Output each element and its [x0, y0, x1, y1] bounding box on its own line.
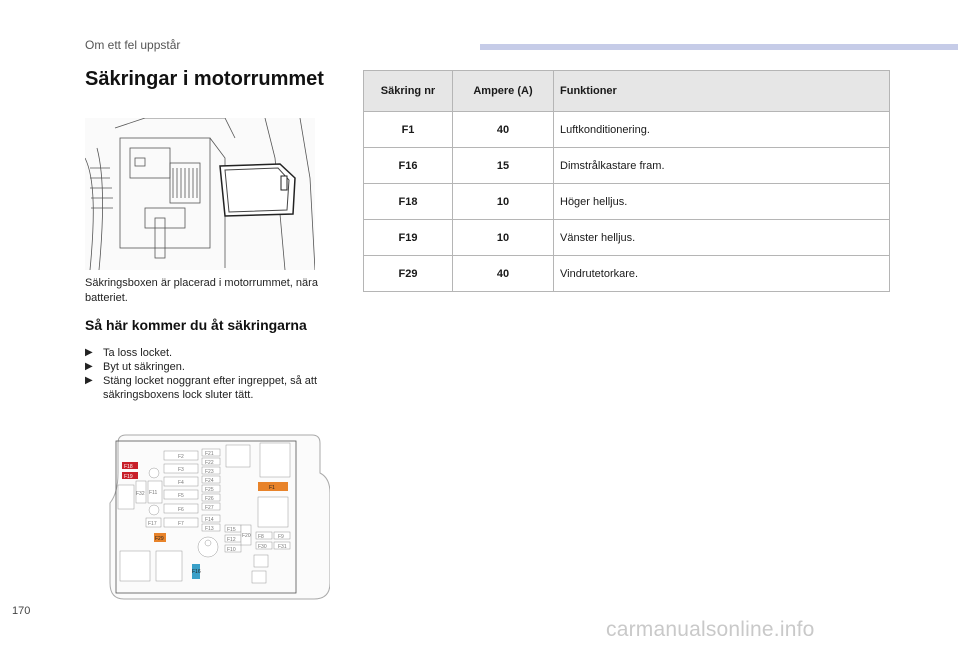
- fuse-table: [363, 70, 890, 292]
- fuse-label: F26: [205, 496, 214, 502]
- fuse-label: F11: [149, 490, 158, 496]
- fuse-function: Vindrutetorkare.: [554, 256, 890, 292]
- fuse-number: F18: [364, 184, 453, 220]
- fuse-ampere: 15: [453, 148, 554, 184]
- fuse-number: F19: [364, 220, 453, 256]
- fuse-label: F1: [269, 485, 275, 491]
- fuse-function: Dimstrålkastare fram.: [554, 148, 890, 184]
- arrow-bullet-icon: ▶: [85, 375, 93, 386]
- fuse-number: F29: [364, 256, 453, 292]
- engine-compartment-image: [85, 118, 315, 270]
- fuse-function: Höger helljus.: [554, 184, 890, 220]
- fuse-label: F25: [205, 487, 214, 493]
- list-item: ▶ Byt ut säkringen.: [85, 361, 185, 373]
- access-fuses-heading: Så här kommer du åt säkringarna: [85, 317, 307, 333]
- fuse-label: F17: [148, 521, 157, 527]
- fuse-label: F16: [192, 569, 201, 575]
- fuse-number: F16: [364, 148, 453, 184]
- fuse-ampere: 40: [453, 256, 554, 292]
- fuse-label: F19: [124, 474, 133, 480]
- fuse-ampere: 40: [453, 112, 554, 148]
- page-title: Säkringar i motorrummet: [85, 68, 324, 90]
- fuse-label: F15: [227, 527, 236, 533]
- fuse-function: Luftkonditionering.: [554, 112, 890, 148]
- fuse-label: F29: [155, 536, 164, 542]
- table-row: [364, 220, 890, 256]
- fuse-label: F22: [205, 460, 214, 466]
- fuse-label: F27: [205, 505, 214, 511]
- fuse-label: F23: [205, 469, 214, 475]
- col-header-functions: Funktioner: [554, 71, 890, 112]
- col-header-ampere: Ampere (A): [453, 71, 554, 112]
- section-header: Om ett fel uppstår: [85, 38, 181, 52]
- fuse-label: F3: [178, 467, 184, 473]
- fuse-label: F13: [205, 526, 214, 532]
- list-item: ▶ Ta loss locket.: [85, 347, 173, 359]
- fuse-label: F7: [178, 521, 184, 527]
- fuse-function: Vänster helljus.: [554, 220, 890, 256]
- fuse-label: F24: [205, 478, 214, 484]
- fuse-label: F9: [278, 534, 284, 540]
- table-row: [364, 256, 890, 292]
- arrow-bullet-icon: ▶: [85, 361, 93, 372]
- fuse-label: F10: [227, 547, 236, 553]
- fuse-label: F20: [242, 533, 251, 539]
- fuse-label: F31: [278, 544, 287, 550]
- table-header-row: [364, 71, 890, 112]
- fuse-label: F18: [124, 464, 133, 470]
- watermark: carmanualsonline.info: [606, 618, 815, 641]
- table-row: [364, 112, 890, 148]
- fusebox-location-caption: Säkringsboxen är placerad i motorrummet, nära batteriet.: [85, 277, 318, 304]
- fuse-ampere: 10: [453, 220, 554, 256]
- fuse-box-diagram: [108, 433, 330, 601]
- col-header-fuse: Säkring nr: [364, 71, 453, 112]
- fuse-number: F1: [364, 112, 453, 148]
- fuse-ampere: 10: [453, 184, 554, 220]
- fuse-label: F21: [205, 451, 214, 457]
- access-steps-list: [85, 346, 355, 402]
- table-row: [364, 184, 890, 220]
- page-number: 170: [12, 605, 31, 617]
- fuse-label: F14: [205, 517, 214, 523]
- fuse-label: F8: [258, 534, 264, 540]
- fuse-label: F6: [178, 507, 184, 513]
- table-row: [364, 148, 890, 184]
- header-bar: [480, 44, 958, 50]
- fuse-label: F32: [136, 491, 145, 497]
- list-item: ▶ Stäng locket noggrant efter ingreppet, så att säkringsboxens lock sluter tätt.: [85, 375, 318, 401]
- fuse-label: F12: [227, 537, 236, 543]
- fuse-label: F5: [178, 493, 184, 499]
- fuse-label: F2: [178, 454, 184, 460]
- fuse-label: F30: [258, 544, 267, 550]
- fuse-label: F4: [178, 480, 184, 486]
- arrow-bullet-icon: ▶: [85, 347, 93, 358]
